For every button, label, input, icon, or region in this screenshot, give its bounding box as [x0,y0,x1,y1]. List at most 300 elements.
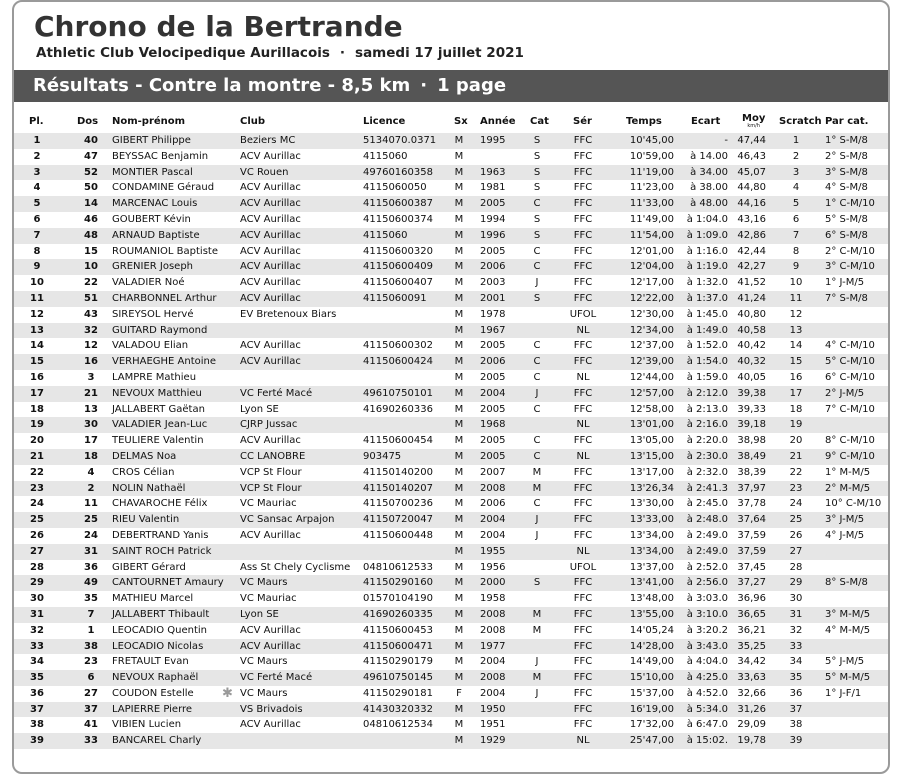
table-row [14,244,888,260]
cell-ecart: à 1:59.0 [686,371,728,383]
cell-name: CHARBONNEL Arthur [112,292,217,304]
cell-club: VC Maurs [240,577,288,589]
col-header-moy [742,114,765,129]
cell-temps: 17'32,00 [629,719,674,731]
cell-scratch: 30 [789,593,803,605]
cell-parcat: 4° S-M/8 [825,182,868,194]
cell-temps: 12'37,00 [629,340,674,352]
table-row [14,670,888,686]
cell-scratch: 1 [792,135,800,146]
cell-moy: 37,27 [737,577,766,589]
cell-name: GOUBERT Kévin [112,213,191,225]
table-row [14,496,888,512]
cell-scratch: 15 [789,356,803,368]
cell-licence: 4115060 [363,150,408,162]
cell-name: CHAVAROCHE Félix [112,498,208,510]
cell-ser: FFC [573,166,593,178]
cell-name: DEBERTRAND Yanis [112,529,209,541]
cell-pl: 26 [30,529,44,541]
cell-cat: S [533,213,541,225]
cell-licence: 41150600471 [363,640,433,652]
cell-licence: 41150290160 [363,577,433,589]
cell-annee: 2005 [480,450,506,462]
cell-club: VC Maurs [240,687,288,699]
cell-temps: 12'58,00 [629,403,674,415]
table-row [14,654,888,670]
cell-annee: 2006 [480,356,506,368]
cell-cat: C [533,435,541,447]
cell-licence: 41690260335 [363,608,433,620]
cell-ecart: à 2:20.0 [686,435,728,447]
cell-club: VC Mauriac [240,498,297,510]
col-header-cat: Cat [530,116,549,127]
cell-ser: FFC [573,135,593,146]
col-header-sx: Sx [454,116,468,127]
cell-moy: 40,32 [737,356,766,368]
cell-name: VALADIER Noé [112,277,185,289]
cell-cat: J [535,656,539,668]
banner-separator: · [420,75,428,96]
cell-annee: 2004 [480,529,506,541]
results-banner [14,70,888,102]
cell-parcat: 5° M-M/5 [825,672,871,684]
cell-sx: M [454,466,464,478]
table-header [14,111,888,133]
table-row [14,228,888,244]
cell-ecart: à 2:13.0 [686,403,728,415]
cell-licence: 5134070.0371 [363,135,437,146]
cell-scratch: 12 [789,308,803,320]
cell-parcat: 6° S-M/8 [825,229,868,241]
cell-ser: FFC [573,529,593,541]
cell-sx: M [454,419,464,431]
table-row [14,449,888,465]
cell-cat: J [535,387,539,399]
col-header-dos: Dos [77,116,99,127]
cell-dos: 10 [84,261,98,273]
table-row [14,259,888,275]
cell-ecart: à 1:49.0 [686,324,728,336]
cell-pl: 14 [30,340,44,352]
col-header-scratch: Scratch [779,116,822,127]
cell-ser: FFC [573,213,593,225]
cell-moy: 37,64 [737,514,766,526]
cell-temps: 13'55,00 [629,608,674,620]
cell-dos: 48 [84,229,98,241]
cell-ecart: à 3:10.0 [686,608,728,620]
cell-scratch: 38 [789,719,803,731]
cell-name: DELMAS Noa [112,450,177,462]
cell-pl: 38 [30,719,44,731]
table-row [14,275,888,291]
cell-pl: 15 [30,356,44,368]
cell-temps: 13'33,00 [629,514,674,526]
cell-club: ACV Aurillac [240,245,301,257]
cell-club: ACV Aurillac [240,624,301,636]
cell-sx: M [454,371,464,383]
cell-temps: 12'44,00 [629,371,674,383]
cell-temps: 11'33,00 [629,198,674,210]
cell-club: VC Ferté Macé [240,387,313,399]
cell-temps: 11'49,00 [629,213,674,225]
cell-pl: 23 [30,482,44,494]
cell-temps: 14'49,00 [629,656,674,668]
cell-dos: 51 [84,292,98,304]
table-row [14,212,888,228]
cell-scratch: 19 [789,419,803,431]
cell-dos: 25 [84,514,98,526]
cell-parcat: 3° J-M/5 [825,514,865,526]
cell-pl: 18 [30,403,44,415]
cell-ecart: à 38.00 [690,182,728,194]
cell-dos: 38 [84,640,98,652]
cell-dos: 7 [87,608,95,620]
cell-pl: 20 [30,435,44,447]
cell-pl: 28 [30,561,44,573]
cell-name: GIBERT Philippe [112,135,191,146]
cell-licence: 41150290181 [363,687,433,699]
cell-ser: FFC [573,482,593,494]
cell-club: VC Rouen [240,166,289,178]
cell-dos: 18 [84,450,98,462]
cell-pl: 24 [30,498,44,510]
cell-club: ACV Aurillac [240,229,301,241]
table-row [14,623,888,639]
cell-annee: 2008 [480,482,506,494]
cell-ecart: à 2:52.0 [686,561,728,573]
cell-ser: FFC [573,719,593,731]
cell-ser: FFC [573,435,593,447]
table-row [14,323,888,339]
cell-name: RIEU Valentin [112,514,180,526]
cell-parcat: 1° J-F/1 [825,687,862,699]
cell-moy: 36,65 [737,608,766,620]
cell-temps: 13'34,00 [629,545,674,557]
cell-parcat: 4° J-M/5 [825,529,865,541]
cell-dos: 52 [84,166,98,178]
cell-temps: 13'41,00 [629,577,674,589]
cell-temps: 13'17,00 [629,466,674,478]
table-row [14,133,888,149]
col-header-parcat: Par cat. [825,116,869,127]
cell-parcat: 2° J-M/5 [825,387,865,399]
cell-pl: 6 [33,213,41,225]
cell-sx: M [454,608,464,620]
cell-ecart: à 3:43.0 [686,640,728,652]
cell-name: ARNAUD Baptiste [112,229,200,241]
cell-temps: 12'30,00 [629,308,674,320]
cell-cat: J [535,687,539,699]
cell-parcat: 1° S-M/8 [825,135,868,146]
cell-sx: M [454,135,464,146]
cell-scratch: 11 [789,292,803,304]
cell-dos: 21 [84,387,98,399]
cell-licence: 41150600448 [363,529,433,541]
table-row [14,149,888,165]
cell-pl: 11 [30,292,44,304]
cell-ecart: à 2:32.0 [686,466,728,478]
cell-cat: C [533,403,541,415]
cell-ser: FFC [573,198,593,210]
cell-temps: 15'10,00 [629,672,674,684]
cell-sx: M [454,308,464,320]
cell-scratch: 6 [792,213,800,225]
cell-sx: M [454,593,464,605]
cell-scratch: 21 [789,450,803,462]
cell-moy: 42,27 [737,261,766,273]
cell-ecart: à 4:52.0 [686,687,728,699]
cell-pl: 2 [33,150,41,162]
cell-pl: 9 [33,261,41,273]
cell-annee: 1996 [480,229,506,241]
cell-temps: 15'37,00 [629,687,674,699]
col-header-licence: Licence [363,116,406,127]
cell-club: CJRP Jussac [240,419,298,431]
col-header-temps: Temps [626,116,662,127]
cell-annee: 2005 [480,403,506,415]
cell-dos: 22 [84,277,98,289]
cell-ser: FFC [573,340,593,352]
table-row [14,165,888,181]
cell-moy: 40,80 [737,308,766,320]
cell-parcat: 9° C-M/10 [825,450,875,462]
cell-moy: 37,59 [737,545,766,557]
cell-cat: C [533,356,541,368]
table-row [14,354,888,370]
cell-club: ACV Aurillac [240,213,301,225]
cell-dos: 1 [87,624,95,636]
cell-scratch: 25 [789,514,803,526]
cell-ser: NL [576,371,590,383]
table-row [14,291,888,307]
cell-cat: C [533,198,541,210]
table-row [14,639,888,655]
cell-dos: 31 [84,545,98,557]
event-date: samedi 17 juillet 2021 [355,45,524,61]
cell-name: VALADOU Elian [112,340,189,352]
cell-dos: 36 [84,561,98,573]
table-row [14,560,888,576]
cell-ser: FFC [573,514,593,526]
cell-scratch: 22 [789,466,803,478]
cell-cat: S [533,577,541,589]
cell-club: ACV Aurillac [240,640,301,652]
cell-name: NOLIN Nathaël [112,482,186,494]
cell-pl: 35 [30,672,44,684]
cell-moy: 37,45 [737,561,766,573]
cell-moy: 40,58 [737,324,766,336]
cell-annee: 2000 [480,577,506,589]
cell-club: VCP St Flour [240,466,302,478]
cell-sx: M [454,150,464,162]
cell-temps: 12'39,00 [629,356,674,368]
cell-cat: S [533,166,541,178]
table-row [14,465,888,481]
cell-temps: 13'48,00 [629,593,674,605]
cell-licence: 41150600424 [363,356,433,368]
cell-name: TEULIERE Valentin [112,435,204,447]
cell-ser: FFC [573,687,593,699]
cell-ecart: à 2:48.0 [686,514,728,526]
cell-dos: 15 [84,245,98,257]
cell-dos: 47 [84,150,98,162]
table-row [14,433,888,449]
cell-name: MONTIER Pascal [112,166,193,178]
cell-moy: 37,97 [737,482,766,494]
cell-dos: 41 [84,719,98,731]
cell-moy: 38,49 [737,450,766,462]
cell-scratch: 4 [792,182,800,194]
cell-ecart: à 14.00 [690,150,728,162]
cell-ser: FFC [573,640,593,652]
cell-scratch: 7 [792,229,800,241]
cell-sx: M [454,435,464,447]
table-row [14,402,888,418]
cell-cat: C [533,261,541,273]
cell-scratch: 26 [789,529,803,541]
cell-scratch: 10 [789,277,803,289]
cell-annee: 1977 [480,640,506,652]
cell-dos: 23 [84,656,98,668]
cell-moy: 43,16 [737,213,766,225]
cell-name: VERHAEGHE Antoine [112,356,217,368]
cell-scratch: 20 [789,435,803,447]
cell-ecart: à 48.00 [690,198,728,210]
cell-name: MARCENAC Louis [112,198,198,210]
cell-club: CC LANOBRE [240,450,306,462]
cell-annee: 1929 [480,735,506,747]
cell-sx: M [454,229,464,241]
cell-scratch: 8 [792,245,800,257]
cell-club: ACV Aurillac [240,719,301,731]
cell-temps: 13'26,34 [629,482,674,494]
cell-name: BANCAREL Charly [112,735,202,747]
cell-ser: FFC [573,229,593,241]
cell-parcat: 4° C-M/10 [825,340,875,352]
cell-sx: M [454,545,464,557]
cell-temps: 13'34,00 [629,529,674,541]
cell-licence: 41150700236 [363,498,433,510]
cell-licence: 49760160358 [363,166,433,178]
cell-sx: M [454,340,464,352]
cell-scratch: 13 [789,324,803,336]
cell-name: LEOCADIO Nicolas [112,640,204,652]
cell-parcat: 3° S-M/8 [825,166,868,178]
cell-dos: 6 [87,672,95,684]
cell-scratch: 5 [792,198,800,210]
cell-moy: 31,26 [737,703,766,715]
cell-temps: 11'23,00 [629,182,674,194]
cell-pl: 13 [30,324,44,336]
cell-ecart: à 2:49.0 [686,529,728,541]
table-row [14,607,888,623]
cell-annee: 1967 [480,324,506,336]
cell-annee: 2005 [480,371,506,383]
cell-cat: C [533,371,541,383]
cell-club: ACV Aurillac [240,340,301,352]
cell-ser: NL [576,450,590,462]
cell-annee: 2004 [480,514,506,526]
cell-cat: C [533,450,541,462]
cell-ecart: à 3:03.0 [686,593,728,605]
cell-licence: 41150140200 [363,466,433,478]
cell-dos: 13 [84,403,98,415]
cell-temps: 12'01,00 [629,245,674,257]
cell-name: SAINT ROCH Patrick [112,545,212,557]
cell-temps: 13'15,00 [629,450,674,462]
cell-annee: 2005 [480,198,506,210]
cell-dos: 17 [84,435,98,447]
cell-scratch: 32 [789,624,803,636]
cell-annee: 2005 [480,435,506,447]
cell-ecart: à 3:20.2 [686,624,728,636]
cell-temps: 13'05,00 [629,435,674,447]
cell-annee: 2004 [480,687,506,699]
cell-licence: 41150600387 [363,198,433,210]
cell-ser: UFOL [569,308,597,320]
cell-dos: 14 [84,198,98,210]
cell-name: JALLABERT Gaëtan [112,403,205,415]
cell-name: BEYSSAC Benjamin [112,150,209,162]
cell-scratch: 9 [792,261,800,273]
col-header-ecart: Ecart [691,116,721,127]
cell-licence: 41150600409 [363,261,433,273]
table-row [14,386,888,402]
cell-annee: 1968 [480,419,506,431]
cell-pl: 36 [30,687,44,699]
cell-club: ACV Aurillac [240,356,301,368]
table-row [14,733,888,749]
cell-licence: 4115060 [363,229,408,241]
cell-name: GIBERT Gérard [112,561,186,573]
results-sheet [12,0,890,774]
cell-cat: M [532,466,542,478]
col-header-name: Nom-prénom [112,116,186,127]
cell-ecart: - [724,135,728,146]
cell-sx: M [454,529,464,541]
cell-ecart: à 2:12.0 [686,387,728,399]
cell-parcat: 5° J-M/5 [825,656,865,668]
cell-scratch: 16 [789,371,803,383]
cell-annee: 2006 [480,498,506,510]
cell-licence: 04810612533 [363,561,433,573]
cell-ser: FFC [573,277,593,289]
cell-licence: 41150600454 [363,435,433,447]
cell-pl: 25 [30,514,44,526]
cell-moy: 41,24 [737,292,766,304]
cell-name: FRETAULT Evan [112,656,189,668]
cell-dos: 50 [84,182,98,194]
table-row [14,528,888,544]
cell-licence: 49610750101 [363,387,433,399]
cell-temps: 14'05,24 [629,624,674,636]
cell-scratch: 36 [789,687,803,699]
cell-temps: 13'30,00 [629,498,674,510]
cell-ser: FFC [573,403,593,415]
table-row [14,575,888,591]
cell-moy: 38,98 [737,435,766,447]
cell-cat: S [533,229,541,241]
cell-parcat: 7° C-M/10 [825,403,875,415]
cell-temps: 10'45,00 [629,135,674,146]
cell-cat: J [535,514,539,526]
cell-ecart: à 1:52.0 [686,340,728,352]
cell-ser: FFC [573,387,593,399]
cell-ser: FFC [573,292,593,304]
cell-ser: FFC [573,150,593,162]
cell-ecart: à 2:56.0 [686,577,728,589]
cell-annee: 2005 [480,245,506,257]
